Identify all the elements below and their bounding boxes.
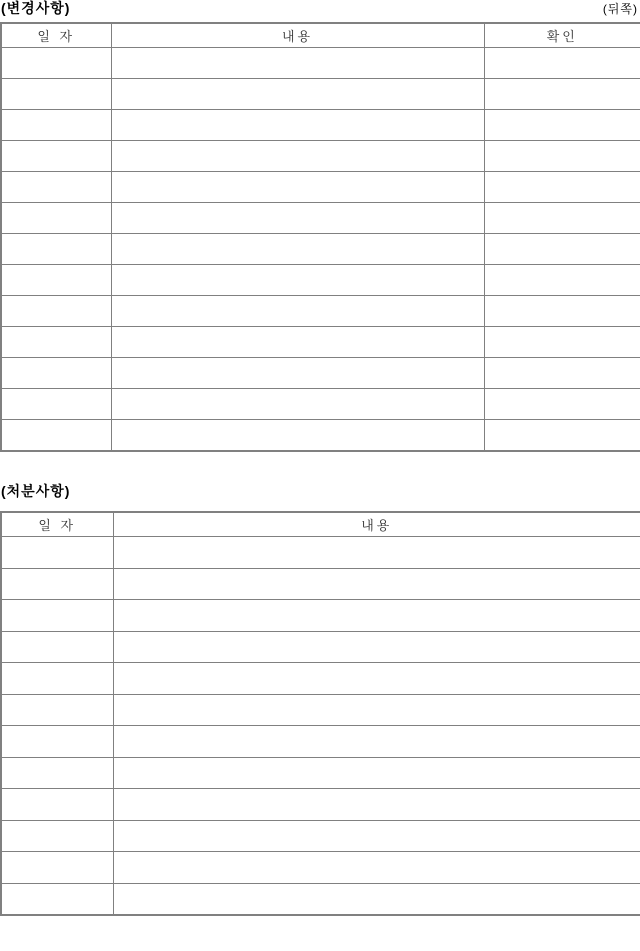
disposal-date-cell xyxy=(1,694,113,726)
changes-date-header: 일 자 xyxy=(1,23,111,48)
changes-confirm-cell xyxy=(484,420,640,452)
disposal-content-cell xyxy=(113,883,640,915)
disposal-date-cell xyxy=(1,883,113,915)
changes-content-header: 내용 xyxy=(111,23,484,48)
disposal-content-cell xyxy=(113,820,640,852)
disposal-date-cell xyxy=(1,600,113,632)
changes-content-cell xyxy=(111,234,484,265)
table-row xyxy=(1,234,640,265)
disposal-content-cell xyxy=(113,568,640,600)
changes-confirm-cell xyxy=(484,172,640,203)
changes-date-cell xyxy=(1,296,111,327)
changes-confirm-cell xyxy=(484,48,640,79)
disposal-content-cell xyxy=(113,757,640,789)
changes-date-cell xyxy=(1,141,111,172)
changes-date-cell xyxy=(1,389,111,420)
table-row xyxy=(1,389,640,420)
changes-content-cell xyxy=(111,141,484,172)
table-row xyxy=(1,600,640,632)
table-row xyxy=(1,358,640,389)
changes-content-cell xyxy=(111,420,484,452)
changes-date-cell xyxy=(1,48,111,79)
changes-content-cell xyxy=(111,110,484,141)
table-row xyxy=(1,757,640,789)
changes-confirm-cell xyxy=(484,79,640,110)
back-side-label: (뒤쪽) xyxy=(602,2,638,16)
table-row xyxy=(1,726,640,758)
table-row xyxy=(1,48,640,79)
changes-date-cell xyxy=(1,234,111,265)
table-row xyxy=(1,327,640,358)
changes-content-cell xyxy=(111,48,484,79)
changes-confirm-cell xyxy=(484,358,640,389)
changes-date-cell xyxy=(1,203,111,234)
changes-content-cell xyxy=(111,389,484,420)
changes-content-cell xyxy=(111,79,484,110)
changes-content-cell xyxy=(111,265,484,296)
changes-confirm-cell xyxy=(484,203,640,234)
disposal-date-cell xyxy=(1,789,113,821)
table-row xyxy=(1,820,640,852)
table-row xyxy=(1,141,640,172)
changes-date-cell xyxy=(1,79,111,110)
disposal-table-header-row xyxy=(1,512,640,537)
table-row xyxy=(1,883,640,915)
disposal-content-header: 내용 xyxy=(113,512,640,537)
changes-confirm-cell xyxy=(484,265,640,296)
table-row xyxy=(1,568,640,600)
changes-date-cell xyxy=(1,265,111,296)
disposal-date-cell xyxy=(1,726,113,758)
disposal-date-cell xyxy=(1,537,113,569)
table-row xyxy=(1,110,640,141)
changes-date-cell xyxy=(1,110,111,141)
disposal-content-cell xyxy=(113,631,640,663)
changes-content-cell xyxy=(111,296,484,327)
changes-section-header xyxy=(0,0,640,17)
disposal-content-cell xyxy=(113,663,640,695)
changes-confirm-cell xyxy=(484,234,640,265)
table-row xyxy=(1,694,640,726)
disposal-date-cell xyxy=(1,631,113,663)
table-row xyxy=(1,420,640,452)
changes-confirm-cell xyxy=(484,110,640,141)
table-row xyxy=(1,203,640,234)
changes-confirm-cell xyxy=(484,141,640,172)
changes-confirm-cell xyxy=(484,389,640,420)
disposal-section-title: (처분사항) xyxy=(1,483,71,499)
disposal-date-header: 일 자 xyxy=(1,512,113,537)
changes-date-cell xyxy=(1,327,111,358)
changes-confirm-header: 확인 xyxy=(484,23,640,48)
disposal-content-cell xyxy=(113,600,640,632)
table-row xyxy=(1,663,640,695)
table-row xyxy=(1,296,640,327)
changes-content-cell xyxy=(111,327,484,358)
table-row xyxy=(1,852,640,884)
table-row xyxy=(1,537,640,569)
changes-section-title: (변경사항) xyxy=(1,0,71,16)
disposal-date-cell xyxy=(1,757,113,789)
disposal-content-cell xyxy=(113,852,640,884)
changes-content-cell xyxy=(111,358,484,389)
table-row xyxy=(1,265,640,296)
disposal-date-cell xyxy=(1,568,113,600)
changes-content-cell xyxy=(111,203,484,234)
disposal-content-cell xyxy=(113,789,640,821)
changes-date-cell xyxy=(1,420,111,452)
disposal-content-cell xyxy=(113,694,640,726)
disposal-table xyxy=(0,511,640,916)
disposal-date-cell xyxy=(1,852,113,884)
table-row xyxy=(1,789,640,821)
disposal-section-header xyxy=(0,483,640,499)
changes-content-cell xyxy=(111,172,484,203)
changes-date-cell xyxy=(1,172,111,203)
changes-confirm-cell xyxy=(484,296,640,327)
disposal-date-cell xyxy=(1,663,113,695)
table-row xyxy=(1,631,640,663)
disposal-content-cell xyxy=(113,537,640,569)
disposal-content-cell xyxy=(113,726,640,758)
table-row xyxy=(1,79,640,110)
disposal-date-cell xyxy=(1,820,113,852)
changes-confirm-cell xyxy=(484,327,640,358)
changes-table-header-row xyxy=(1,23,640,48)
changes-date-cell xyxy=(1,358,111,389)
table-row xyxy=(1,172,640,203)
changes-table xyxy=(0,22,640,452)
